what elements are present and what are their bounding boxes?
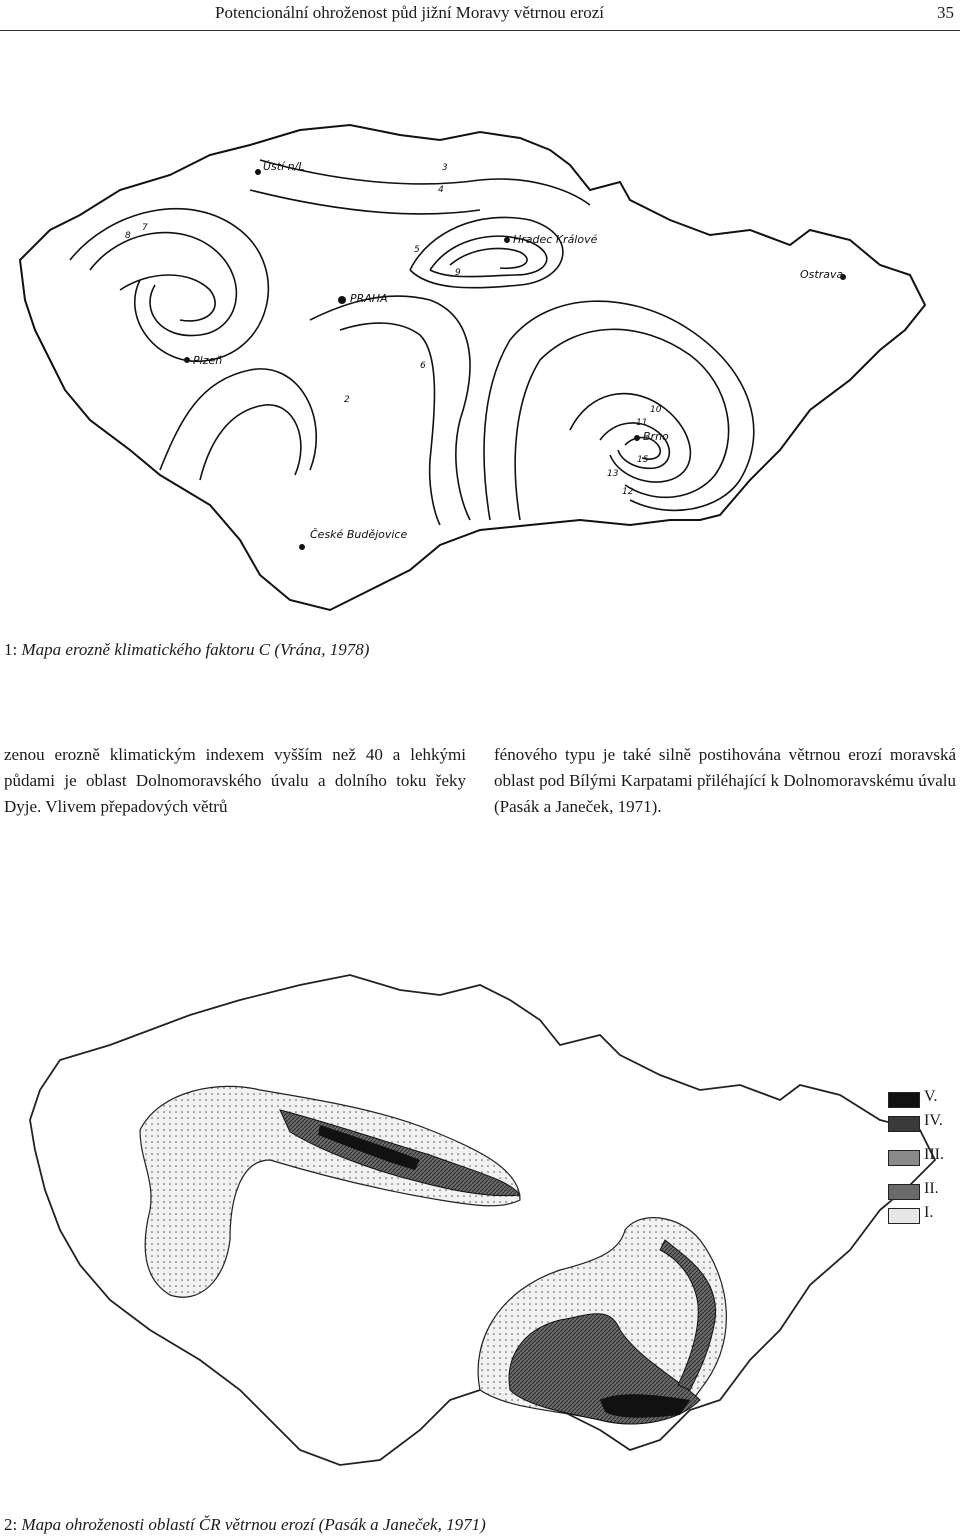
body-column-right — [494, 742, 956, 820]
legend-label: V. — [924, 1088, 938, 1105]
figure-2-caption — [4, 1515, 486, 1535]
isoline-label: 4 — [438, 185, 444, 195]
legend-label: IV. — [924, 1112, 943, 1129]
city-label-hradec: Hradec Králové — [513, 233, 598, 246]
city-label-ostrava: Ostrava — [800, 268, 844, 281]
legend-swatch — [888, 1184, 920, 1200]
paragraph-left: zenou erozně klimatickým indexem vyšším než 40 a lehkými půdami je oblast Dolnomoravského úvalu a dolního toku řeky Dyje. Vlivem přepadových větrů — [4, 745, 466, 816]
isoline-label: 6 — [420, 361, 426, 371]
city-label-usti: Ústí n/L — [263, 160, 305, 173]
figure-2-caption-number: 2: — [4, 1515, 18, 1534]
isoline-label: 13 — [607, 469, 619, 479]
isoline-label: 5 — [414, 245, 420, 255]
figure-1-isoline-map — [10, 120, 950, 620]
figure-2-hazard-map — [0, 960, 960, 1480]
city-label-brno: Brno — [643, 430, 669, 443]
paragraph-right: fénového typu je také silně postihována větrnou erozí moravská oblast pod Bílými Karpatami přiléhající k Dolnomoravskému úvalu (Pasák a Janeček, 1971). — [494, 745, 956, 816]
city-label-praha: PRAHA — [350, 292, 388, 305]
isoline-label: 10 — [650, 405, 662, 415]
isoline-label: 12 — [622, 487, 634, 497]
page-number: 35 — [937, 3, 954, 22]
figure-1-caption — [4, 640, 369, 660]
isoline-label: 2 — [344, 395, 350, 405]
czech-map-hazard-zones — [0, 960, 960, 1480]
figure-1-caption-text: Mapa erozně klimatického faktoru C (Vrána, 1978) — [21, 640, 370, 659]
body-column-left — [4, 742, 466, 820]
country-outline — [20, 125, 925, 610]
isoline-label: 7 — [142, 223, 148, 233]
legend-item-v — [888, 1088, 958, 1110]
figure-1-caption-number: 1: — [4, 640, 18, 659]
isoline-label: 9 — [455, 268, 461, 278]
legend-item-ii — [888, 1180, 958, 1202]
legend-item-iii — [888, 1146, 958, 1168]
legend-label: I. — [924, 1204, 934, 1221]
isoline-label: 11 — [636, 418, 648, 428]
legend-label: III. — [924, 1146, 944, 1163]
legend-swatch — [888, 1150, 920, 1166]
legend-item-iv — [888, 1112, 958, 1134]
running-title: Potencionální ohroženost půd jižní Moravy větrnou erozí — [215, 3, 605, 22]
figure-2-caption-text: Mapa ohroženosti oblastí ČR větrnou erozí (Pasák a Janeček, 1971) — [21, 1515, 486, 1534]
isoline-label: 8 — [125, 231, 131, 241]
legend-swatch — [888, 1092, 920, 1108]
legend-item-i — [888, 1204, 958, 1226]
czech-map-isolines — [10, 120, 950, 620]
legend-swatch — [888, 1116, 920, 1132]
legend-swatch — [888, 1208, 920, 1224]
isoline-label: 15 — [637, 455, 649, 465]
city-markers — [184, 169, 846, 550]
running-head — [0, 0, 960, 31]
city-label-plzen: Plzeň — [193, 354, 223, 367]
isoline-label: 3 — [442, 163, 448, 173]
city-label-ceske-budejovice: České Budějovice — [310, 528, 408, 541]
legend-label: II. — [924, 1180, 939, 1197]
